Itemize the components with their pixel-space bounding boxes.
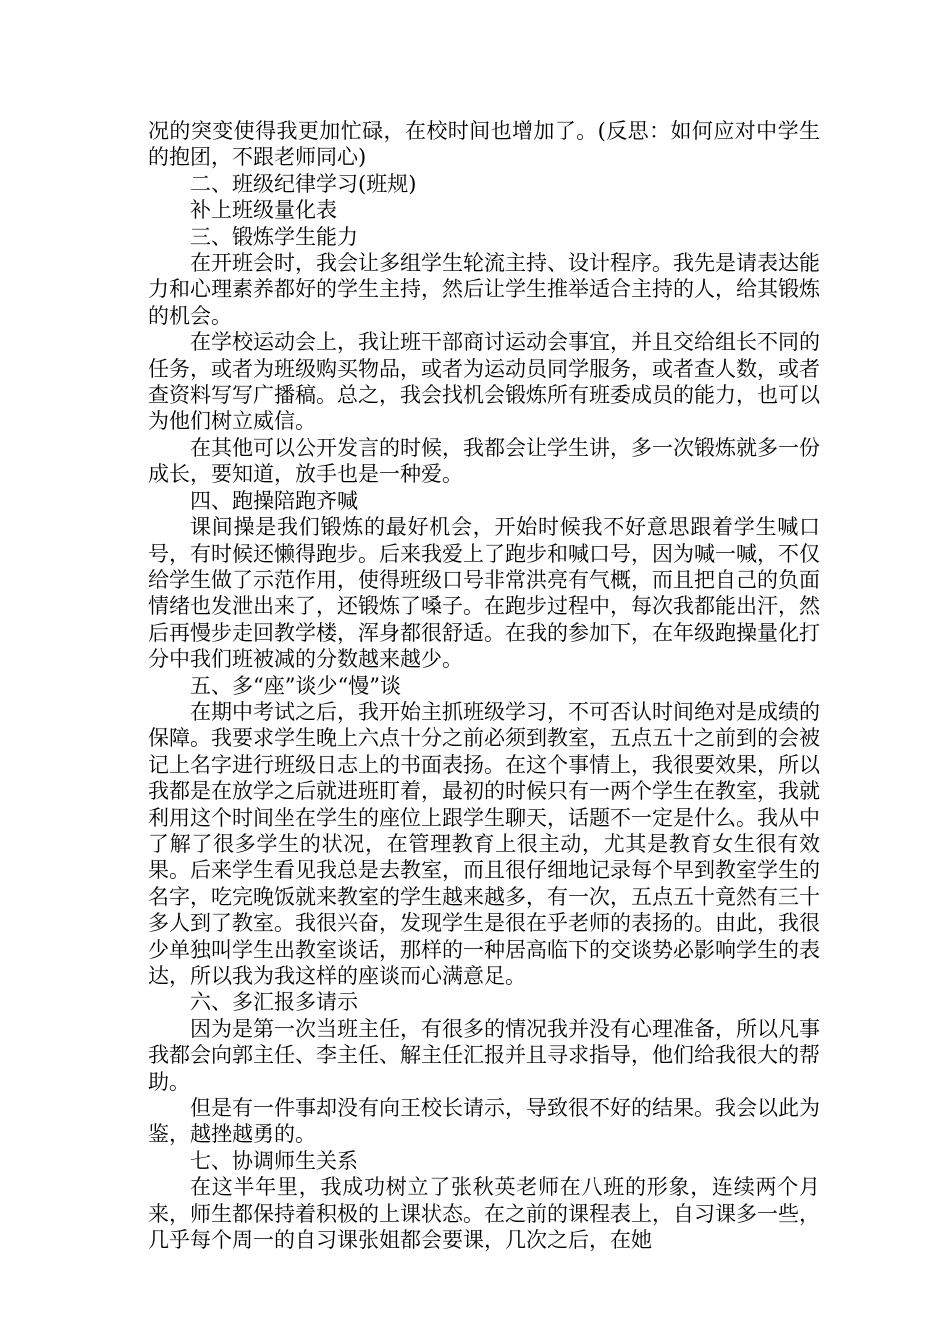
section-heading: 二、班级纪律学习(班规) [190,171,417,196]
paragraph: 况的突变使得我更加忙碌，在校时间也增加了。(反思：如何应对中学生的抱团，不跟老师同心) [148,119,820,170]
paragraph: 课间操是我们锻炼的最好机会，开始时候我不好意思跟着学生喊口号，有时候还懒得跑步。后来我爱上了跑步和喊口号，因为喊一喊，不仅给学生做了示范作用，使得班级口号非常洪亮有气概，而且把自己的负面情绪也发泄出来了，还锻炼了嗓子。在跑步过程中，每次我都能出汗，然后再慢步走回教学楼，浑身都很舒适。在我的参加下，在年级跑操量化打分中我们班被减的分数越来越少。 [148,515,820,672]
paragraph: 在其他可以公开发言的时候，我都会让学生讲，多一次锻炼就多一份成长，要知道，放手也是一种爱。 [148,435,820,487]
section-heading: 七、协调师生关系 [190,1148,358,1173]
section-heading: 三、锻炼学生能力 [190,224,358,249]
paragraph: 补上班级量化表 [190,198,337,223]
paragraph: 在学校运动会上，我让班干部商讨运动会事宜，并且交给组长不同的任务，或者为班级购买物品，或者为运动员同学服务，或者查人数，或者查资料写写广播稿。总之，我会找机会锻炼所有班委成员的能力，也可以为他们树立威信。 [148,330,820,434]
section-heading: 四、跑操陪跑齐喊 [190,488,358,513]
paragraph: 因为是第一次当班主任，有很多的情况我并没有心理准备，所以凡事我都会向郭主任、李主任、解主任汇报并且寻求指导，他们给我很大的帮助。 [148,1016,820,1094]
paragraph: 在期中考试之后，我开始主抓班级学习，不可否认时间绝对是成绩的保障。我要求学生晚上六点十分之前必须到教室，五点五十之前到的会被记上名字进行班级日志上的书面表扬。在这个事情上，我很要效果，所以我都是在放学之后就进班盯着，最初的时候只有一两个学生在教室，我就利用这个时间坐在学生的座位上跟学生聊天，话题不一定是什么。我从中了解了很多学生的状况，在管理教育上很主动，尤其是教育女生很有效果。后来学生看见我总是去教室，而且很仔细地记录每个早到教室学生的名字，吃完晚饭就来教室的学生越来越多，有一次，五点五十竟然有三十多人到了教室。我很兴奋，发现学生是很在乎老师的表扬的。由此，我很少单独叫学生出教室谈话，那样的一种居高临下的交谈势必影响学生的表达，所以我为我这样的座谈而心满意足。 [148,699,820,988]
section-heading: 六、多汇报多请示 [190,990,358,1015]
paragraph: 在这半年里，我成功树立了张秋英老师在八班的形象，连续两个月来，师生都保持着积极的上课状态。在之前的课程表上，自习课多一些，几乎每个周一的自习课张姐都会要课，几次之后，在她 [148,1175,820,1253]
paragraph: 但是有一件事却没有向王校长请示，导致很不好的结果。我会以此为鉴，越挫越勇的。 [148,1096,820,1147]
section-heading: 五、多“座”谈少“慢”谈 [190,673,401,698]
document-page [148,118,820,1253]
paragraph: 在开班会时，我会让多组学生轮流主持、设计程序。我先是请表达能力和心理素养都好的学生主持，然后让学生推举适合主持的人，给其锻炼的机会。 [148,251,820,328]
